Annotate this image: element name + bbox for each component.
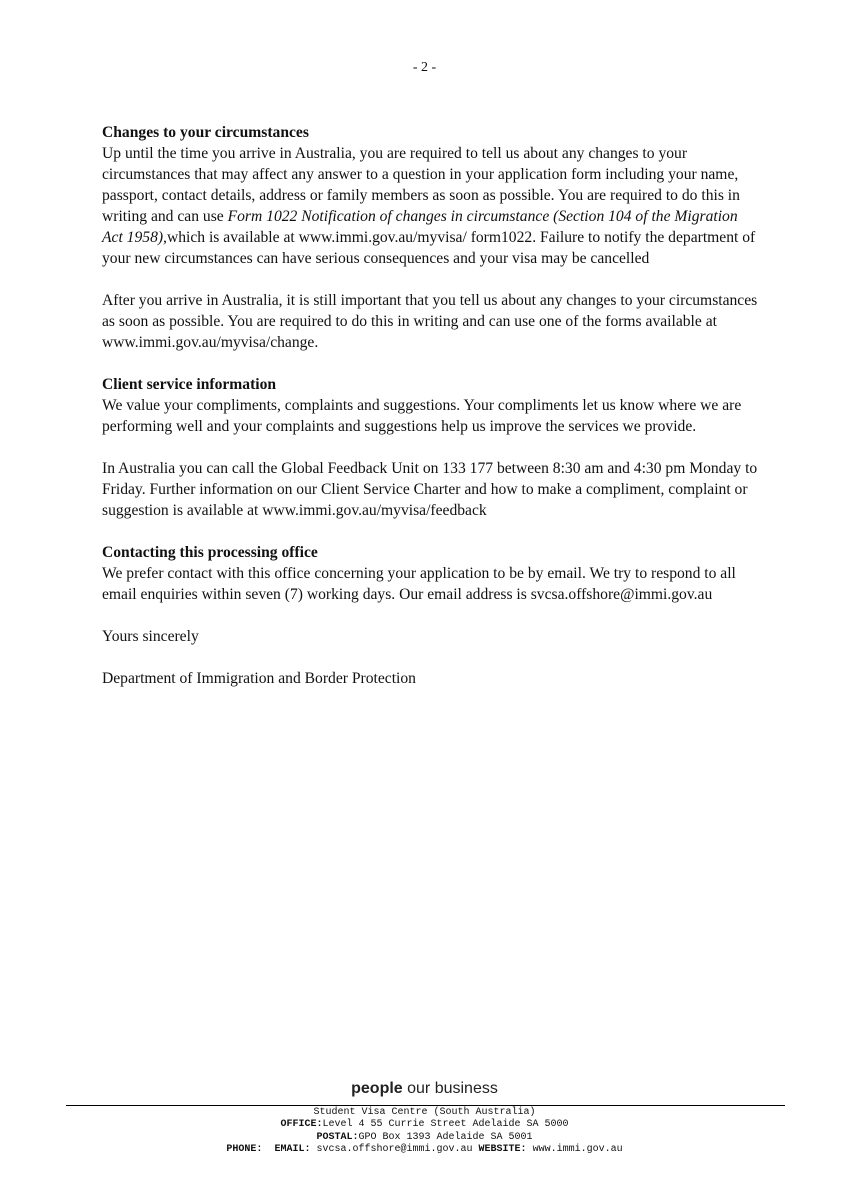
footer-line-centre: Student Visa Centre (South Australia): [313, 1107, 536, 1118]
text-changes-1b: which is available at www.immi.gov.au/myvisa/ form1022. Failure to notify the department of your new circumstances can have serious consequences and your visa may be cancelled: [102, 229, 756, 267]
website-label: WEBSITE:: [478, 1144, 527, 1156]
heading-changes: Changes to your circumstances: [102, 124, 309, 141]
tagline-bold: people: [351, 1080, 403, 1097]
office-label: OFFICE:: [280, 1119, 323, 1131]
email-value: svcsa.offshore@immi.gov.au: [316, 1144, 473, 1156]
page-number: - 2 -: [412, 60, 437, 75]
paragraph-client-service-2: In Australia you can call the Global Feedback Unit on 133 177 between 8:30 am and 4:30 pm Monday to Friday. Further information on our Client Service Charter and how to make a compliment, complaint or suggestion is available at www.immi.gov.au/myvisa/feedback: [102, 460, 758, 519]
paragraph-contacting-1: We prefer contact with this office concerning your application to be by email. We try to respond to all email enquiries within seven (7) working days. Our email address is svcsa.offshore@immi.gov.au: [102, 565, 736, 603]
closing: Yours sincerely: [102, 628, 199, 645]
tagline-logo: [0, 1080, 849, 1098]
footer-line-office: [0, 1119, 849, 1131]
form-1022-reference: Form 1022 Notification of changes in circumstance (Section 104 of the Migration Act 1958),: [102, 208, 738, 246]
footer-divider: [66, 1105, 785, 1106]
heading-client-service: Client service information: [102, 376, 277, 393]
paragraph-changes-1: [102, 143, 762, 269]
footer: [0, 1107, 849, 1157]
letter-body: [102, 122, 762, 689]
footer-line-contact: [0, 1144, 849, 1156]
website-value: www.immi.gov.au: [532, 1144, 623, 1156]
tagline-rest: our business: [402, 1080, 498, 1097]
phone-label: PHONE:: [226, 1144, 263, 1156]
footer-line-postal: [0, 1132, 849, 1144]
postal-label: POSTAL:: [316, 1131, 359, 1143]
signature: Department of Immigration and Border Protection: [102, 670, 416, 687]
paragraph-changes-2: After you arrive in Australia, it is still important that you tell us about any changes to your circumstances as soon as possible. You are required to do this in writing and can use one of the forms available at www.immi.gov.au/myvisa/change.: [102, 292, 758, 351]
email-label: EMAIL:: [274, 1144, 311, 1156]
paragraph-client-service-1: We value your compliments, complaints and suggestions. Your compliments let us know where we are performing well and your complaints and suggestions help us improve the services we provide.: [102, 397, 742, 435]
postal-value: GPO Box 1393 Adelaide SA 5001: [358, 1131, 533, 1143]
heading-contacting: Contacting this processing office: [102, 544, 318, 561]
office-value: Level 4 55 Currie Street Adelaide SA 5000: [322, 1119, 569, 1131]
text-changes-1a: Up until the time you arrive in Australia, you are required to tell us about any changes to your circumstances that may affect any answer to a question in your application form including your name, passport, contact details, address or family members as soon as possible. You are required to do this in writing and can use: [102, 145, 740, 225]
